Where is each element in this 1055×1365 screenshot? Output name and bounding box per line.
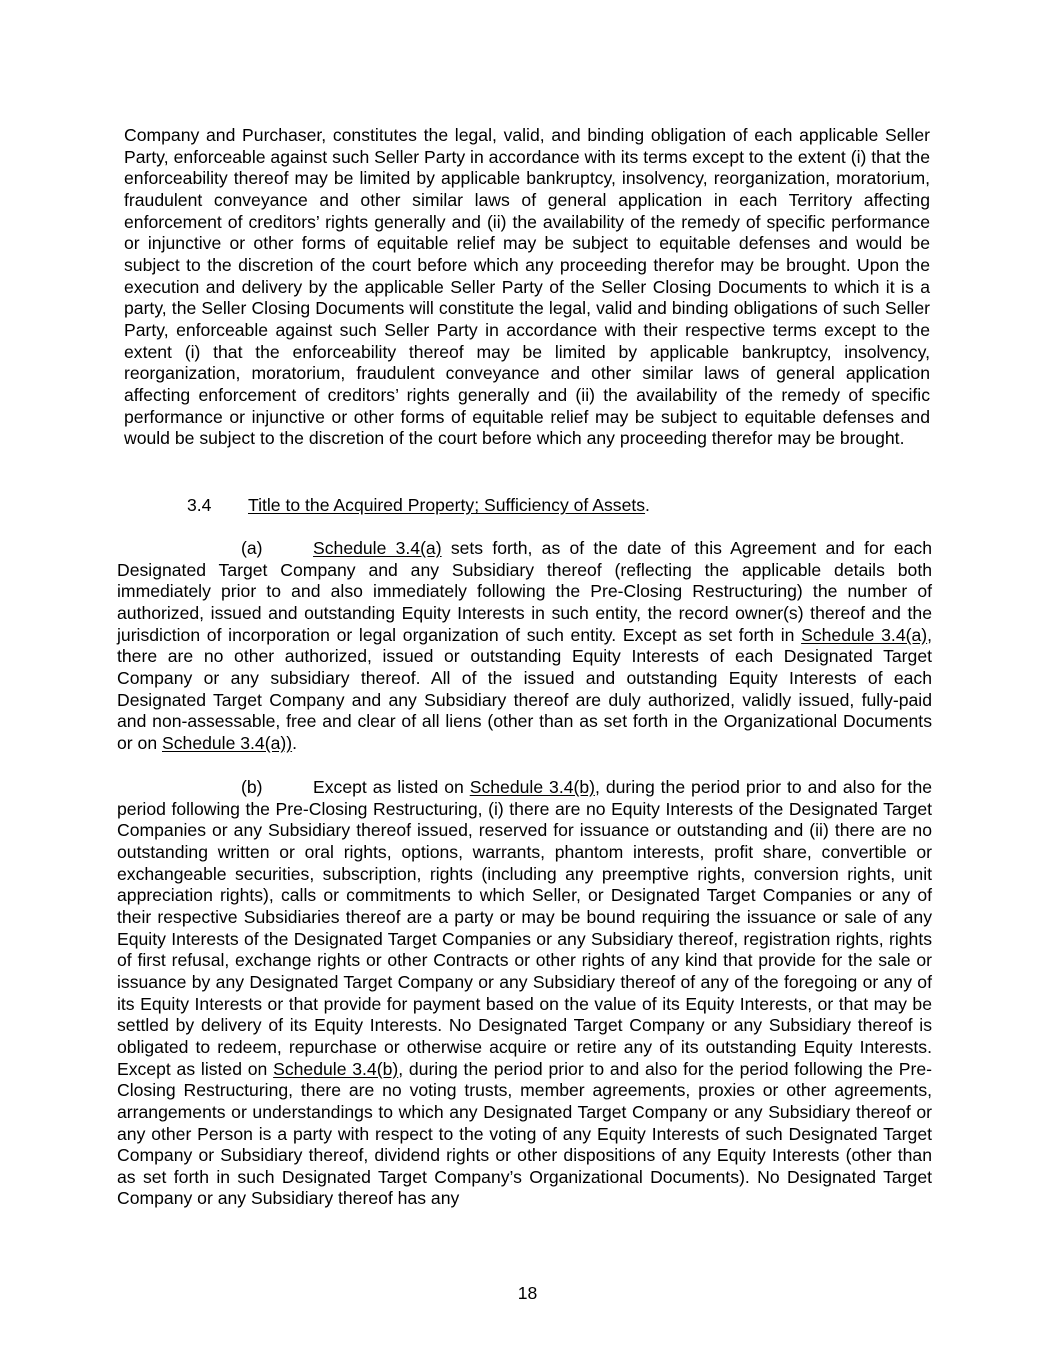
page-number: 18 xyxy=(517,1283,538,1303)
schedule-reference: Schedule 3.4(a)) xyxy=(162,732,293,753)
section-title-period: . xyxy=(645,495,650,515)
subsection-b-text: , during the period prior to and also for the period following the Pre-Closing Restructuring, there are no voting trusts, member agreements, proxies or other agreements, arrangements or understandings to which any Designated Target Company or any Subsidiary thereof or any other Person is a party with respect to the voting of any Equity Interests of such Designated Target Company or Subsidiary thereof, dividend rights or other dispositions of any Equity Interests (other than as set forth in such Designated Target Company’s Organizational Documents). No Designated Target Company or any Subsidiary thereof has any xyxy=(117,1058,932,1209)
subsection-b-label: (b) xyxy=(241,777,263,797)
schedule-reference: Schedule 3.4(a) xyxy=(801,624,928,645)
subsection-b-text: Except as listed on xyxy=(313,777,470,797)
subsection-b-paragraph xyxy=(117,777,932,1210)
schedule-reference: Schedule 3.4(b) xyxy=(469,777,595,797)
subsection-a-text: sets forth, as of the date of this Agreement and for each Designated Target Company and any Subsidiary thereof (reflecting the applicable details both immediately prior to and also immediately following the Pre-Closing Restructuring) the number of authorized, issued and outstanding Equity Interests in such entity, the record owner(s) thereof and the jurisdiction of incorporation or legal organization of such entity. Except as set forth in xyxy=(117,538,932,645)
subsection-a-label: (a) xyxy=(241,538,263,558)
section-number: 3.4 xyxy=(187,495,212,515)
subsection-b-text: , during the period prior to and also for the period following the Pre-Closing Restructuring, (i) there are no Equity Interests of the Designated Target Companies or any Subsidiary thereof issued, reserved for issuance or outstanding and (ii) there are no outstanding written or oral rights, options, warrants, phantom interests, profit share, convertible or exchangeable securities, subscription, rights (including any preemptive rights, conversion rights, unit appreciation rights), calls or commitments to which Seller, or Designated Target Companies or any of their respective Subsidiaries thereof are a party or may be bound requiring the issuance or sale of any Equity Interests of the Designated Target Companies or any Subsidiary thereof, registration rights, rights of first refusal, exchange rights or other Contracts or other rights of any kind that provide for the sale or issuance by any Designated Target Company or any Subsidiary thereof of any of the foregoing or any of its Equity Interests or that provide for payment based on the value of its Equity Interests, or that may be settled by delivery of its Equity Interests. No Designated Target Company or any Subsidiary thereof is obligated to redeem, repurchase or otherwise acquire or retire any of its outstanding Equity Interests. Except as listed on xyxy=(117,777,933,1079)
section-title: Title to the Acquired Property; Sufficiency of Assets xyxy=(248,495,646,515)
subsection-a-text: , there are no other authorized, issued or outstanding Equity Interests of each Designated Target Company or any subsidiary thereof. All of the issued and outstanding Equity Interests of each Designated Target Company and any Subsidiary thereof are duly authorized, validly issued, fully-paid and non-assessable, free and clear of all liens (other than as set forth in the Organizational Documents or on xyxy=(117,624,933,753)
subsection-a-text: . xyxy=(292,732,297,753)
schedule-reference: Schedule 3.4(a) xyxy=(313,538,442,558)
subsection-a-paragraph xyxy=(117,538,932,755)
continuation-paragraph: Company and Purchaser, constitutes the legal, valid, and binding obligation of each applicable Seller Party, enforceable against such Seller Party in accordance with its terms except to the extent (i) that the enforceability thereof may be limited by applicable bankruptcy, insolvency, reorganization, moratorium, fraudulent conveyance and other similar laws of general application in each Territory affecting enforcement of creditors’ rights generally and (ii) the availability of the remedy of specific performance or injunctive or other forms of equitable relief may be subject to equitable defenses and would be subject to the discretion of the court before which any proceeding therefor may be brought. Upon the execution and delivery by the applicable Seller Party of the Seller Closing Documents to which it is a party, the Seller Closing Documents will constitute the legal, valid and binding obligations of such Seller Party, enforceable against such Seller Party in accordance with their respective terms except to the extent (i) that the enforceability thereof may be limited by applicable bankruptcy, insolvency, reorganization, moratorium, fraudulent conveyance and other similar laws of general application affecting enforcement of creditors’ rights generally and (ii) the availability of the remedy of specific performance or injunctive or other forms of equitable relief may be subject to equitable defenses and would be subject to the discretion of the court before which any proceeding therefor may be brought. xyxy=(124,125,930,449)
schedule-reference: Schedule 3.4(b) xyxy=(273,1058,399,1079)
section-heading xyxy=(187,495,650,517)
